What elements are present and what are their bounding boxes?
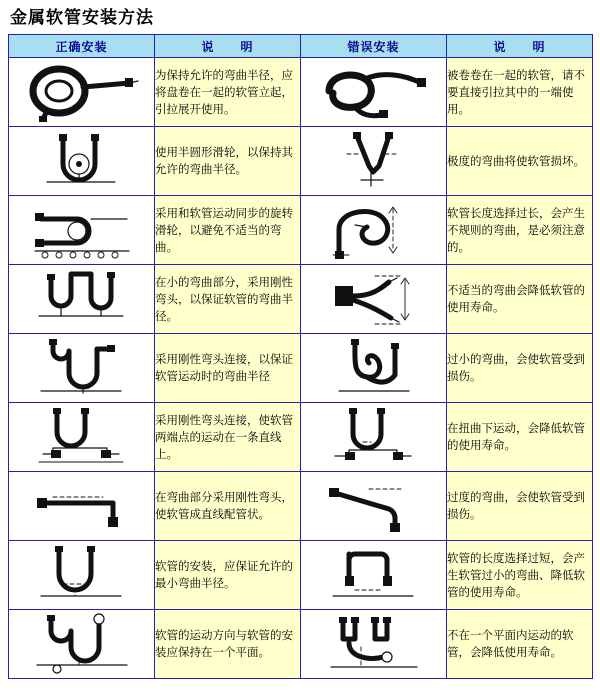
wrong-illustration-cell bbox=[301, 610, 447, 679]
header-wrong-install: 错误安装 bbox=[301, 35, 447, 58]
wrong-illustration-cell bbox=[301, 265, 447, 334]
wrong-description: 软管长度选择过长，会产生不规则的弯曲，是必须注意的。 bbox=[447, 196, 593, 265]
correct-illustration-cell bbox=[9, 403, 155, 472]
hose-over-loose-loop-icon bbox=[309, 199, 439, 261]
planar-motion-loop-icon bbox=[17, 613, 147, 675]
correct-description: 软管的运动方向与软管的安装应保持在一个平面。 bbox=[155, 610, 301, 679]
header-correct-description: 说 明 bbox=[155, 35, 301, 58]
table-row bbox=[9, 127, 593, 196]
wrong-description: 被卷卷在一起的软管，请不要直接引拉其中的一端使用。 bbox=[447, 58, 593, 127]
page-title: 金属软管安装方法 bbox=[10, 8, 154, 28]
wrong-description: 在扭曲下运动，会降低软管的使用寿命。 bbox=[447, 403, 593, 472]
table-row bbox=[9, 196, 593, 265]
square-loop-too-long-icon bbox=[309, 544, 439, 606]
coiled-hose-pulled-icon bbox=[309, 61, 439, 123]
correct-description: 在弯曲部分采用刚性弯头，使软管成直线配管状。 bbox=[155, 472, 301, 541]
table-row bbox=[9, 58, 593, 127]
table-row bbox=[9, 265, 593, 334]
twisted-u-bend-icon bbox=[309, 406, 439, 468]
header-wrong-description: 说 明 bbox=[447, 35, 593, 58]
wrong-illustration-cell bbox=[301, 58, 447, 127]
tight-u-bend-icon bbox=[309, 337, 439, 399]
sharp-v-bend-icon bbox=[309, 130, 439, 192]
rigid-elbow-long-u-icon bbox=[17, 337, 147, 399]
rigid-elbow-small-bend-icon bbox=[17, 268, 147, 330]
correct-description: 采用和软管运动同步的旋转滑轮，以避免不适当的弯曲。 bbox=[155, 196, 301, 265]
correct-illustration-cell bbox=[9, 472, 155, 541]
wrong-description: 软管的长度选择过短，会产生软管过小的弯曲、降低软管的使用寿命。 bbox=[447, 541, 593, 610]
correct-illustration-cell bbox=[9, 127, 155, 196]
wrong-description: 不适当的弯曲会降低软管的使用寿命。 bbox=[447, 265, 593, 334]
kinked-bend-at-fitting-icon bbox=[309, 268, 439, 330]
correct-description: 为保持允许的弯曲半径，应将盘卷在一起的软管立起，引拉展开使用。 bbox=[155, 58, 301, 127]
correct-description: 在小的弯曲部分，采用刚性弯头，以保证软管的弯曲半径。 bbox=[155, 265, 301, 334]
over-bent-elbow-icon bbox=[309, 475, 439, 537]
correct-description: 使用半圆形滑轮，以保持其允许的弯曲半径。 bbox=[155, 127, 301, 196]
correct-illustration-cell bbox=[9, 334, 155, 403]
wrong-illustration-cell bbox=[301, 127, 447, 196]
rigid-elbow-straight-line-icon bbox=[17, 406, 147, 468]
correct-illustration-cell bbox=[9, 610, 155, 679]
correct-illustration-cell bbox=[9, 58, 155, 127]
correct-illustration-cell bbox=[9, 265, 155, 334]
wrong-description: 过小的弯曲，会使软管受到损伤。 bbox=[447, 334, 593, 403]
wrong-illustration-cell bbox=[301, 334, 447, 403]
installation-methods-table bbox=[8, 34, 593, 679]
wrong-illustration-cell bbox=[301, 196, 447, 265]
wrong-description: 不在一个平面内运动的软管，会降低使用寿命。 bbox=[447, 610, 593, 679]
wrong-illustration-cell bbox=[301, 541, 447, 610]
table-row bbox=[9, 472, 593, 541]
table-row bbox=[9, 610, 593, 679]
correct-description: 软管的安装，应保证允许的最小弯曲半径。 bbox=[155, 541, 301, 610]
wrong-illustration-cell bbox=[301, 403, 447, 472]
hose-on-roller-track-icon bbox=[17, 199, 147, 261]
table-header-row bbox=[9, 35, 593, 58]
table-row bbox=[9, 541, 593, 610]
wrong-illustration-cell bbox=[301, 472, 447, 541]
non-planar-motion-icon bbox=[309, 613, 439, 675]
table-row bbox=[9, 334, 593, 403]
correct-illustration-cell bbox=[9, 196, 155, 265]
header-correct-install: 正确安装 bbox=[9, 35, 155, 58]
correct-description: 采用刚性弯头连接，以保证软管运动时的弯曲半径 bbox=[155, 334, 301, 403]
table-row bbox=[9, 403, 593, 472]
correct-description: 采用刚性弯头连接，使软管两端点的运动在一条直线上。 bbox=[155, 403, 301, 472]
u-bend-with-pulley-icon bbox=[17, 130, 147, 192]
correct-illustration-cell bbox=[9, 541, 155, 610]
coiled-hose-standing-icon bbox=[17, 61, 147, 123]
straight-pipe-with-elbow-icon bbox=[17, 475, 147, 537]
wrong-description: 过度的弯曲，会使软管受到损伤。 bbox=[447, 472, 593, 541]
wrong-description: 极度的弯曲将使软管损坏。 bbox=[447, 127, 593, 196]
u-loop-min-radius-icon bbox=[17, 544, 147, 606]
